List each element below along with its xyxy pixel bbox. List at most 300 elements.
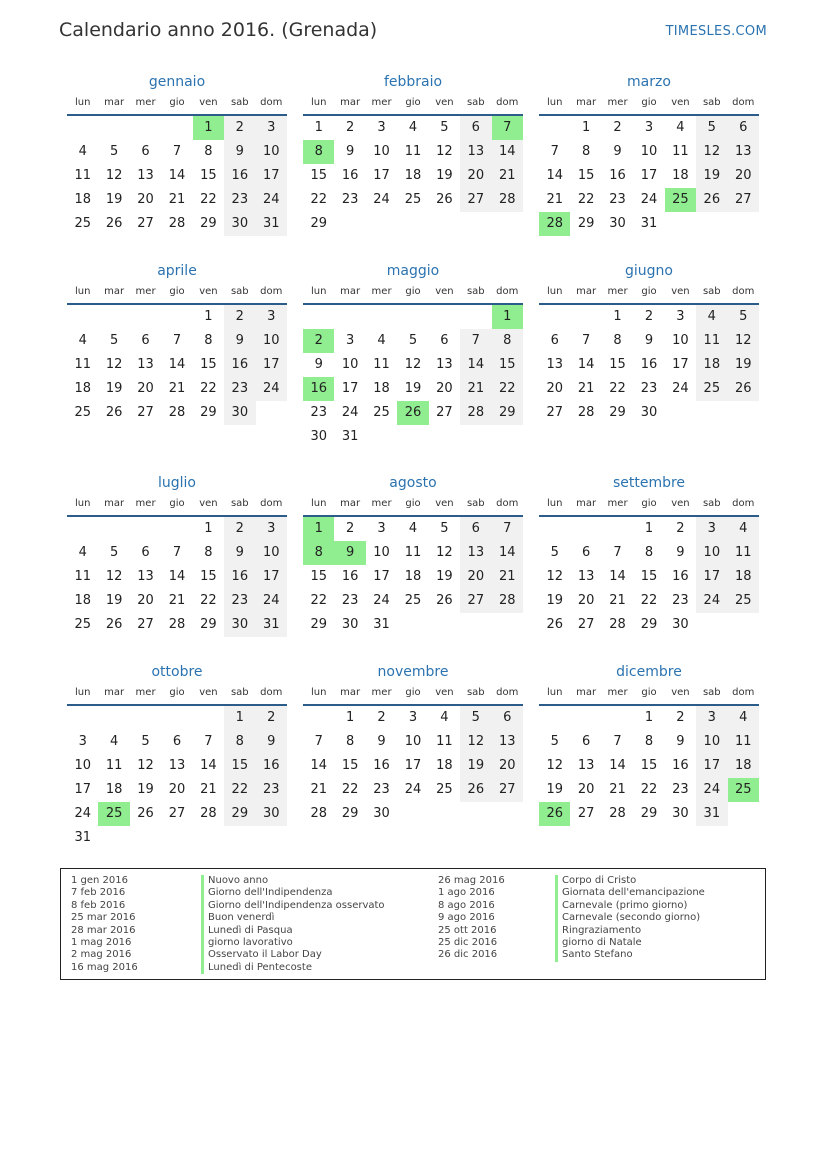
legend-holiday-name: Lunedì di Pasqua: [201, 925, 385, 937]
day-cell: 10: [373, 144, 390, 159]
weekday-label: ven: [671, 97, 690, 108]
day-cell: 30: [672, 806, 689, 821]
day-cell: 22: [200, 192, 217, 207]
weekday-header: [539, 493, 759, 517]
day-cell: 3: [408, 710, 418, 725]
day-cell: 15: [609, 357, 626, 372]
day-cell: 18: [74, 192, 91, 207]
weekday-header: [67, 92, 287, 116]
weekday-label: gio: [405, 97, 421, 108]
day-cell: 10: [256, 541, 287, 565]
day-cell: 27: [460, 188, 491, 212]
day-cell: 18: [696, 353, 727, 377]
day-cell: 1: [581, 120, 591, 135]
weekday-label: sab: [702, 687, 721, 698]
weekday-header: [539, 682, 759, 706]
day-cell: 9: [676, 545, 685, 560]
empty-day-cell: [130, 305, 161, 329]
day-cell: 20: [168, 782, 186, 797]
weekday-header: [539, 92, 759, 116]
day-cell: 21: [460, 377, 491, 401]
weekday-label: mer: [371, 286, 392, 297]
legend-holiday-name: giorno di Natale: [555, 937, 705, 949]
weekday-label: mer: [607, 97, 628, 108]
day-cell: 8: [613, 333, 622, 348]
day-cell: 21: [609, 593, 626, 608]
day-cell: 12: [436, 545, 453, 560]
legend-right-dates: [438, 875, 505, 962]
day-cell: 23: [341, 593, 359, 608]
weekday-label: gio: [169, 97, 185, 108]
day-cell: 22: [640, 782, 658, 797]
weekday-label: lun: [74, 687, 91, 698]
day-cell: 20: [436, 381, 453, 396]
empty-day-cell: [539, 305, 570, 329]
empty-day-cell: [98, 116, 129, 140]
month-name: gennaio: [148, 74, 206, 90]
weekday-label: ven: [671, 286, 690, 297]
month-name: marzo: [627, 74, 671, 90]
month-name: agosto: [389, 475, 437, 491]
weekday-label: dom: [260, 97, 283, 108]
weekday-label: mar: [104, 498, 125, 509]
day-cell: 3: [256, 305, 287, 329]
day-cell: 22: [492, 377, 523, 401]
day-cell: 25: [436, 782, 453, 797]
day-cell: 28: [492, 589, 523, 613]
day-cell: 5: [141, 734, 150, 749]
day-cell: 2: [377, 710, 386, 725]
day-cell: 20: [546, 381, 563, 396]
day-cell: 29: [341, 806, 359, 821]
empty-day-cell: [460, 305, 491, 329]
day-cell: 29: [200, 617, 217, 632]
day-cell: 14: [168, 168, 186, 183]
day-cell: 15: [310, 569, 327, 584]
weekday-label: mer: [135, 97, 156, 108]
holiday-day-cell: 2: [303, 329, 334, 353]
month-marzo: [539, 72, 759, 236]
day-cell: 3: [256, 517, 287, 541]
weekday-label: mer: [135, 687, 156, 698]
day-cell: 27: [728, 188, 759, 212]
day-cell: 16: [341, 569, 359, 584]
day-cell: 1: [644, 521, 654, 536]
month-name: dicembre: [616, 664, 682, 680]
day-cell: 9: [345, 144, 355, 159]
weekday-label: ven: [671, 687, 690, 698]
day-grid: [67, 517, 287, 637]
day-cell: 4: [440, 710, 449, 725]
weekday-label: mer: [607, 687, 628, 698]
day-cell: 8: [204, 333, 213, 348]
day-cell: 29: [310, 216, 327, 231]
day-cell: 7: [581, 333, 591, 348]
day-cell: 22: [577, 192, 595, 207]
day-cell: 23: [256, 778, 287, 802]
weekday-label: mer: [607, 498, 628, 509]
day-grid: [67, 305, 287, 425]
empty-day-cell: [193, 706, 224, 730]
month-ottobre: [67, 662, 287, 850]
day-cell: 13: [137, 168, 154, 183]
day-cell: 21: [310, 782, 327, 797]
day-cell: 21: [546, 192, 563, 207]
legend-date: 8 feb 2016: [71, 899, 126, 911]
day-cell: 22: [310, 593, 327, 608]
day-cell: 28: [460, 401, 491, 425]
day-cell: 6: [141, 144, 150, 159]
day-cell: 14: [577, 357, 595, 372]
day-cell: 13: [460, 140, 491, 164]
day-cell: 1: [644, 710, 654, 725]
day-cell: 5: [440, 120, 449, 135]
day-cell: 6: [581, 734, 591, 749]
empty-day-cell: [539, 706, 570, 730]
weekday-label: gio: [405, 498, 421, 509]
day-cell: 25: [373, 405, 390, 420]
day-cell: 3: [696, 517, 727, 541]
day-cell: 28: [577, 405, 595, 420]
day-cell: 4: [408, 120, 418, 135]
day-cell: 12: [728, 329, 759, 353]
weekday-label: mar: [340, 498, 361, 509]
weekday-label: dom: [732, 97, 755, 108]
day-cell: 26: [546, 617, 563, 632]
empty-day-cell: [67, 706, 98, 730]
day-cell: 17: [256, 565, 287, 589]
day-cell: 26: [460, 778, 491, 802]
weekday-label: ven: [199, 498, 218, 509]
day-cell: 22: [224, 778, 255, 802]
day-cell: 18: [74, 593, 91, 608]
day-cell: 7: [172, 545, 182, 560]
day-cell: 30: [256, 802, 287, 826]
day-cell: 9: [676, 734, 685, 749]
day-grid: [303, 517, 523, 637]
page-title: Calendario anno 2016. (Grenada): [59, 19, 378, 41]
day-grid: [303, 116, 523, 236]
day-cell: 13: [577, 569, 595, 584]
day-cell: 18: [373, 381, 390, 396]
weekday-label: ven: [199, 97, 218, 108]
day-cell: 12: [460, 730, 491, 754]
day-cell: 19: [546, 782, 563, 797]
empty-day-cell: [303, 305, 334, 329]
holiday-day-cell: 8: [303, 541, 334, 565]
weekday-label: mer: [607, 286, 628, 297]
day-cell: 11: [74, 168, 91, 183]
weekday-label: dom: [260, 498, 283, 509]
holiday-day-cell: 26: [397, 401, 428, 425]
day-cell: 5: [550, 545, 559, 560]
day-cell: 27: [436, 405, 453, 420]
day-cell: 19: [105, 593, 123, 608]
day-cell: 23: [672, 782, 689, 797]
day-cell: 9: [256, 730, 287, 754]
day-cell: 27: [137, 405, 154, 420]
day-cell: 23: [609, 192, 626, 207]
day-cell: 8: [345, 734, 355, 749]
day-cell: 6: [141, 545, 150, 560]
day-cell: 5: [440, 521, 449, 536]
empty-day-cell: [161, 706, 192, 730]
day-cell: 6: [492, 706, 523, 730]
weekday-label: lun: [546, 687, 563, 698]
weekday-label: gio: [405, 286, 421, 297]
day-cell: 21: [609, 782, 626, 797]
day-cell: 2: [256, 706, 287, 730]
day-cell: 27: [460, 589, 491, 613]
day-cell: 25: [74, 405, 91, 420]
empty-day-cell: [397, 305, 428, 329]
day-cell: 27: [577, 617, 595, 632]
empty-day-cell: [539, 116, 570, 140]
weekday-header: [303, 493, 523, 517]
day-cell: 13: [137, 357, 154, 372]
legend-date: 7 feb 2016: [71, 887, 126, 899]
legend-date: 16 mag 2016: [71, 961, 138, 973]
weekday-label: ven: [199, 687, 218, 698]
day-cell: 29: [200, 405, 217, 420]
holiday-day-cell: 28: [539, 212, 570, 236]
legend-date: 9 ago 2016: [438, 912, 495, 924]
day-cell: 20: [577, 593, 595, 608]
day-cell: 3: [78, 734, 87, 749]
legend-holiday-name: Santo Stefano: [555, 949, 705, 961]
day-cell: 20: [577, 782, 595, 797]
day-cell: 12: [105, 168, 123, 183]
day-cell: 20: [137, 381, 154, 396]
month-giugno: [539, 261, 759, 425]
legend-holiday-name: Giorno dell'Indipendenza: [201, 887, 385, 899]
day-cell: 5: [460, 706, 491, 730]
day-cell: 3: [644, 120, 654, 135]
day-cell: 28: [492, 188, 523, 212]
day-cell: 27: [137, 617, 154, 632]
weekday-label: sab: [230, 286, 249, 297]
day-cell: 22: [341, 782, 359, 797]
empty-day-cell: [161, 305, 192, 329]
day-cell: 10: [672, 333, 689, 348]
empty-day-cell: [67, 305, 98, 329]
day-cell: 25: [74, 617, 91, 632]
day-cell: 19: [436, 168, 453, 183]
legend-date: 1 gen 2016: [71, 875, 129, 886]
day-cell: 17: [74, 782, 91, 797]
day-cell: 22: [310, 192, 327, 207]
day-cell: 9: [644, 333, 654, 348]
day-cell: 27: [577, 806, 595, 821]
day-cell: 29: [640, 617, 658, 632]
weekday-header: [303, 682, 523, 706]
weekday-label: sab: [466, 286, 485, 297]
day-cell: 8: [492, 329, 523, 353]
day-cell: 29: [310, 617, 327, 632]
day-cell: 2: [644, 309, 654, 324]
day-cell: 10: [404, 734, 422, 749]
day-cell: 16: [224, 565, 255, 589]
day-cell: 17: [696, 754, 727, 778]
month-name: febbraio: [383, 74, 443, 90]
day-cell: 18: [728, 565, 759, 589]
weekday-label: sab: [466, 498, 485, 509]
day-cell: 5: [696, 116, 727, 140]
day-cell: 11: [672, 144, 689, 159]
day-cell: 15: [224, 754, 255, 778]
weekday-label: gio: [169, 687, 185, 698]
day-cell: 16: [224, 164, 255, 188]
day-cell: 5: [109, 545, 119, 560]
day-cell: 4: [676, 120, 685, 135]
empty-day-cell: [570, 517, 601, 541]
day-cell: 27: [492, 778, 523, 802]
month-gennaio: [67, 72, 287, 236]
day-cell: 21: [168, 381, 186, 396]
empty-day-cell: [161, 116, 192, 140]
day-cell: 21: [168, 192, 186, 207]
weekday-label: gio: [641, 498, 657, 509]
day-cell: 4: [377, 333, 386, 348]
weekday-header: [539, 281, 759, 305]
holiday-legend: [60, 868, 766, 980]
weekday-label: ven: [199, 286, 218, 297]
day-cell: 15: [200, 168, 217, 183]
legend-date: 28 mar 2016: [71, 924, 136, 936]
day-cell: 1: [345, 710, 355, 725]
day-cell: 26: [105, 405, 123, 420]
legend-holiday-name: Nuovo anno: [201, 875, 385, 887]
legend-date: 26 mag 2016: [438, 875, 505, 886]
weekday-label: dom: [496, 498, 519, 509]
day-cell: 30: [224, 401, 255, 425]
day-grid: [303, 706, 523, 826]
day-cell: 5: [728, 305, 759, 329]
day-cell: 21: [492, 565, 523, 589]
day-cell: 3: [696, 706, 727, 730]
empty-day-cell: [366, 305, 397, 329]
day-cell: 24: [373, 192, 390, 207]
legend-holiday-name: Ringraziamento: [555, 925, 705, 937]
weekday-label: lun: [310, 97, 327, 108]
day-cell: 11: [74, 569, 91, 584]
weekday-label: mar: [340, 687, 361, 698]
day-cell: 28: [168, 216, 186, 231]
month-name: novembre: [377, 664, 449, 680]
day-cell: 11: [436, 734, 453, 749]
day-cell: 12: [546, 569, 563, 584]
day-cell: 8: [224, 730, 255, 754]
day-cell: 7: [613, 734, 622, 749]
legend-right-names: [555, 875, 705, 962]
day-cell: 14: [609, 569, 626, 584]
day-cell: 2: [345, 521, 355, 536]
day-grid: [539, 517, 759, 637]
weekday-label: lun: [546, 97, 563, 108]
weekday-label: dom: [496, 97, 519, 108]
legend-holiday-name: Carnevale (primo giorno): [555, 900, 705, 912]
legend-left-dates: [71, 875, 138, 974]
day-cell: 21: [168, 593, 186, 608]
legend-date: 1 ago 2016: [438, 887, 495, 899]
day-cell: 16: [672, 569, 689, 584]
day-cell: 11: [728, 730, 759, 754]
day-cell: 24: [404, 782, 422, 797]
day-cell: 6: [141, 333, 150, 348]
weekday-label: ven: [435, 687, 454, 698]
site-link[interactable]: TIMESLES.COM: [665, 24, 767, 39]
day-cell: 7: [314, 734, 323, 749]
day-cell: 17: [256, 353, 287, 377]
weekday-label: lun: [74, 498, 91, 509]
day-cell: 13: [728, 140, 759, 164]
day-cell: 9: [314, 357, 323, 372]
weekday-label: gio: [641, 687, 657, 698]
day-cell: 6: [172, 734, 182, 749]
weekday-header: [67, 493, 287, 517]
day-cell: 10: [74, 758, 91, 773]
legend-date: 25 dic 2016: [438, 936, 498, 948]
month-name: luglio: [158, 475, 196, 491]
holiday-day-cell: 9: [334, 541, 365, 565]
day-cell: 20: [137, 593, 154, 608]
weekday-label: mar: [104, 687, 125, 698]
day-cell: 18: [105, 782, 123, 797]
day-cell: 11: [404, 545, 422, 560]
day-cell: 16: [640, 357, 658, 372]
day-cell: 24: [256, 188, 287, 212]
day-cell: 31: [373, 617, 390, 632]
day-cell: 4: [78, 144, 87, 159]
weekday-label: mar: [576, 498, 597, 509]
empty-day-cell: [429, 305, 460, 329]
day-cell: 30: [373, 806, 390, 821]
empty-day-cell: [98, 706, 129, 730]
day-cell: 10: [696, 730, 727, 754]
day-cell: 20: [492, 754, 523, 778]
day-cell: 24: [373, 593, 390, 608]
empty-day-cell: [334, 305, 365, 329]
weekday-label: mer: [135, 498, 156, 509]
day-cell: 11: [728, 541, 759, 565]
weekday-label: dom: [732, 687, 755, 698]
day-grid: [67, 116, 287, 236]
weekday-label: mer: [371, 97, 392, 108]
day-cell: 7: [172, 144, 182, 159]
day-cell: 3: [256, 116, 287, 140]
day-cell: 2: [224, 305, 255, 329]
legend-date: 26 dic 2016: [438, 949, 498, 961]
day-cell: 18: [74, 381, 91, 396]
day-cell: 24: [256, 589, 287, 613]
holiday-day-cell: 25: [728, 778, 759, 802]
weekday-label: lun: [546, 498, 563, 509]
day-cell: 24: [696, 589, 727, 613]
weekday-label: lun: [310, 286, 327, 297]
day-cell: 7: [550, 144, 559, 159]
day-cell: 23: [224, 377, 255, 401]
day-cell: 30: [310, 429, 327, 444]
day-cell: 7: [460, 329, 491, 353]
day-cell: 4: [728, 706, 759, 730]
day-cell: 28: [200, 806, 217, 821]
day-cell: 31: [696, 802, 727, 826]
day-cell: 22: [200, 593, 217, 608]
day-cell: 3: [345, 333, 355, 348]
day-cell: 12: [105, 357, 123, 372]
weekday-label: sab: [230, 498, 249, 509]
day-cell: 27: [168, 806, 186, 821]
